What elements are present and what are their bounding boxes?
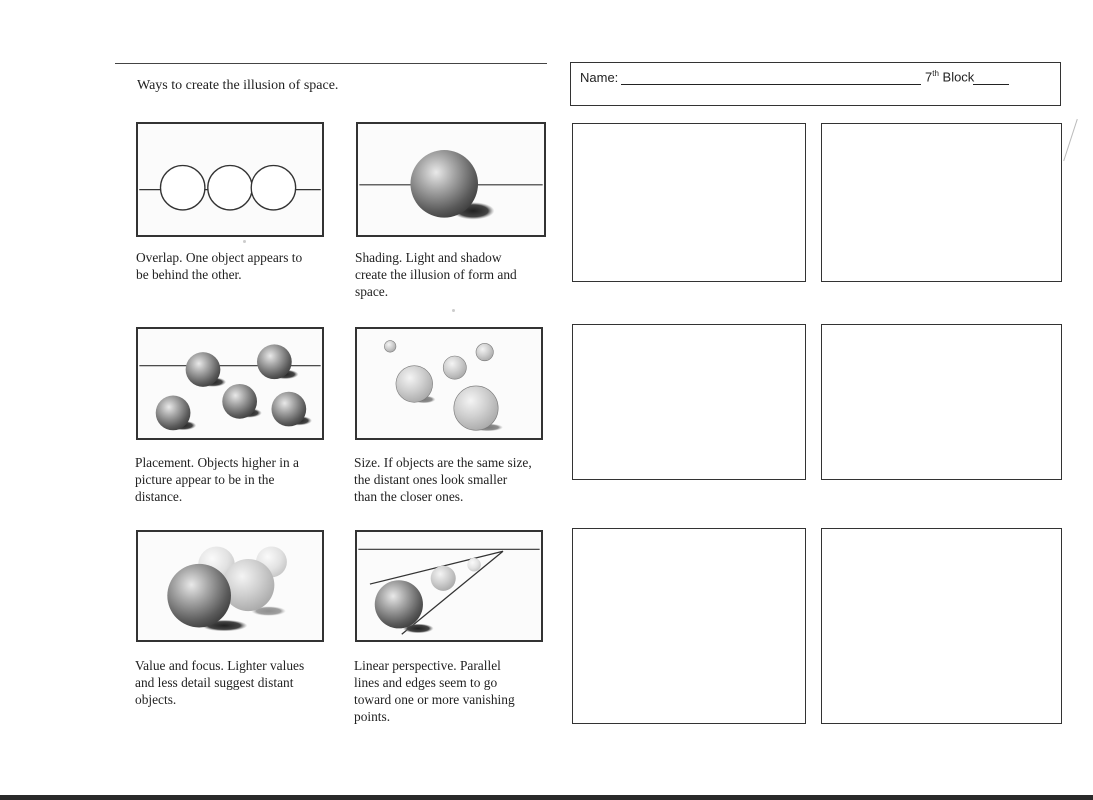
name-blank-line[interactable] [621, 84, 921, 85]
scan-mark [1063, 119, 1078, 161]
overlap-caption: Overlap. One object appears to be behind the other. [136, 250, 303, 282]
linear-perspective-drawing [357, 532, 541, 640]
practice-box-4[interactable] [821, 324, 1062, 480]
linear-perspective-illustration [355, 530, 543, 642]
placement-sphere [271, 392, 306, 427]
name-label: Name: [580, 70, 619, 85]
overlap-illustration [136, 122, 324, 237]
perspective-sphere [467, 558, 481, 572]
value-focus-illustration [136, 530, 324, 642]
shaded-sphere [410, 150, 478, 218]
mid-sphere [222, 559, 274, 611]
block-blank-line[interactable] [973, 84, 1009, 85]
block-label: 7th Block [925, 69, 975, 85]
scan-speck [243, 240, 246, 243]
size-drawing [357, 329, 541, 438]
placement-caption: Placement. Objects higher in a picture appear to be in the distance. [135, 455, 299, 504]
placement-sphere [156, 396, 191, 431]
placement-illustration [136, 327, 324, 440]
size-illustration [355, 327, 543, 440]
overlap-circle-middle [208, 166, 252, 210]
practice-box-5[interactable] [572, 528, 806, 724]
overlap-drawing [138, 124, 322, 235]
value-focus-drawing [138, 532, 322, 640]
size-sphere-smaller [476, 343, 493, 360]
placement-sphere [186, 352, 221, 387]
size-caption: Size. If objects are the same size, the distant ones look smaller than the closer ones. [354, 455, 532, 504]
linear-perspective-caption: Linear perspective. Parallel lines and edges seem to go toward one or more vanishing points. [354, 658, 515, 724]
scan-speck [452, 309, 455, 312]
size-sphere-tiny [384, 341, 396, 353]
shading-drawing [358, 124, 544, 235]
placement-sphere [257, 344, 292, 379]
size-sphere-medium [396, 366, 433, 403]
shading-caption: Shading. Light and shadow create the illusion of form and space. [355, 250, 517, 299]
top-rule [115, 63, 547, 64]
practice-box-3[interactable] [572, 324, 806, 480]
value-focus-caption: Value and focus. Lighter values and less detail suggest distant objects. [135, 658, 305, 707]
overlap-circle-left [161, 166, 205, 210]
scan-bottom-edge [0, 795, 1093, 800]
placement-sphere [222, 384, 257, 419]
placement-drawing [138, 329, 322, 438]
front-sphere [167, 564, 231, 628]
size-sphere-small [443, 356, 466, 379]
shading-illustration [356, 122, 546, 237]
worksheet-heading: Ways to create the illusion of space. [137, 78, 339, 93]
size-sphere-large [454, 386, 498, 430]
practice-box-2[interactable] [821, 123, 1062, 282]
perspective-sphere [431, 566, 456, 591]
overlap-circle-right [251, 166, 295, 210]
practice-box-6[interactable] [821, 528, 1062, 724]
perspective-sphere [375, 580, 423, 628]
practice-box-1[interactable] [572, 123, 806, 282]
name-block-box [570, 62, 1061, 106]
